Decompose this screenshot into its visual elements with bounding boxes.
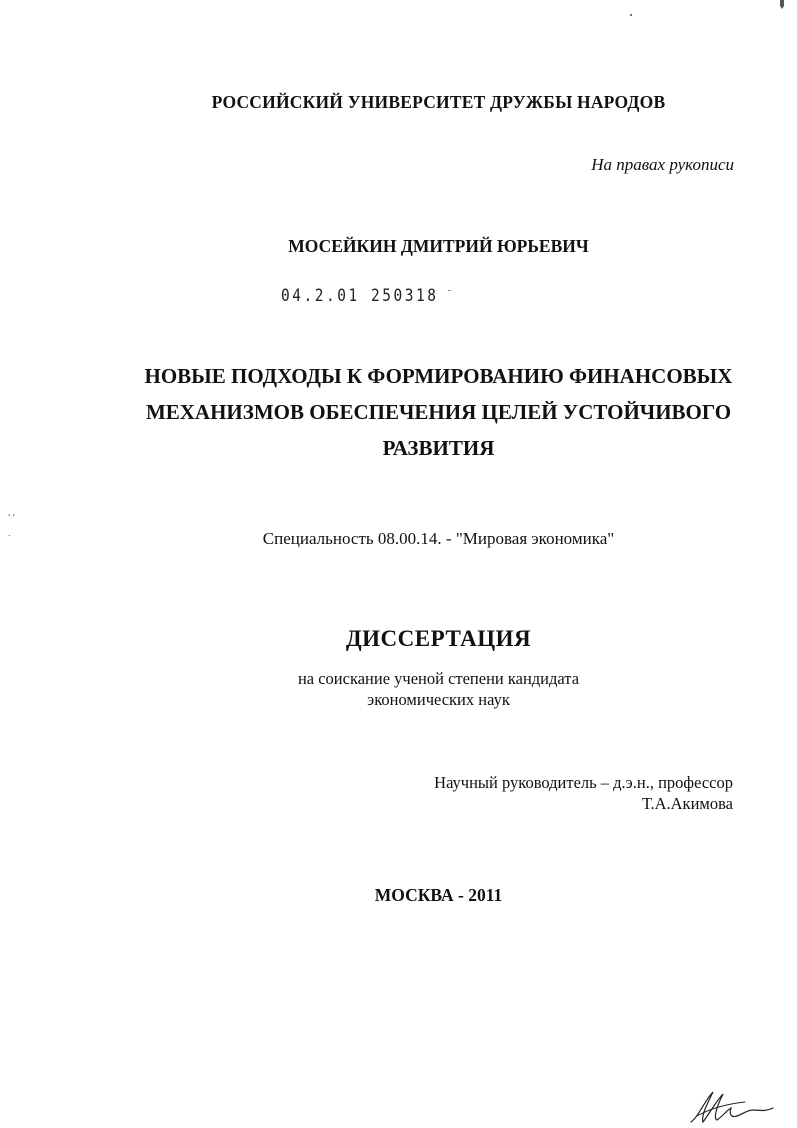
specialty: Специальность 08.00.14. - "Мировая экономика" [262,529,615,548]
stamp-dash: ⁻ [438,286,455,299]
degree-line-1: на соискание ученой степени кандидата [297,669,580,688]
scan-artifact-left-margin: ' ' . [8,513,15,538]
title-line-1: НОВЫЕ ПОДХОДЫ К ФОРМИРОВАНИЮ ФИНАНСОВЫХ [144,364,733,388]
dissertation-title [40,358,797,466]
city-year: МОСКВА - 2011 [374,885,503,905]
manuscript-rights-note: На правах рукописи [591,155,734,174]
university-name: РОССИЙСКИЙ УНИВЕРСИТЕТ ДРУЖБЫ НАРОДОВ [211,92,666,112]
handwritten-signature [687,1086,777,1126]
supervisor-name: Т.А.Акимова [642,794,733,813]
registration-number-stamp [281,286,455,306]
scan-artifact-top-right [776,0,797,14]
degree-statement [40,668,797,710]
registration-number: 04.2.01 250318 [281,286,439,306]
supervisor-block [434,772,733,814]
degree-line-2: экономических наук [367,690,510,709]
supervisor-title: Научный руководитель – д.э.н., профессор [434,773,733,792]
title-line-3: РАЗВИТИЯ [382,436,495,460]
title-line-2: МЕХАНИЗМОВ ОБЕСПЕЧЕНИЯ ЦЕЛЕЙ УСТОЙЧИВОГО [145,400,732,424]
document-type: ДИССЕРТАЦИЯ [345,626,532,651]
author-name: МОСЕЙКИН ДМИТРИЙ ЮРЬЕВИЧ [288,236,589,256]
scan-dot [630,14,632,16]
